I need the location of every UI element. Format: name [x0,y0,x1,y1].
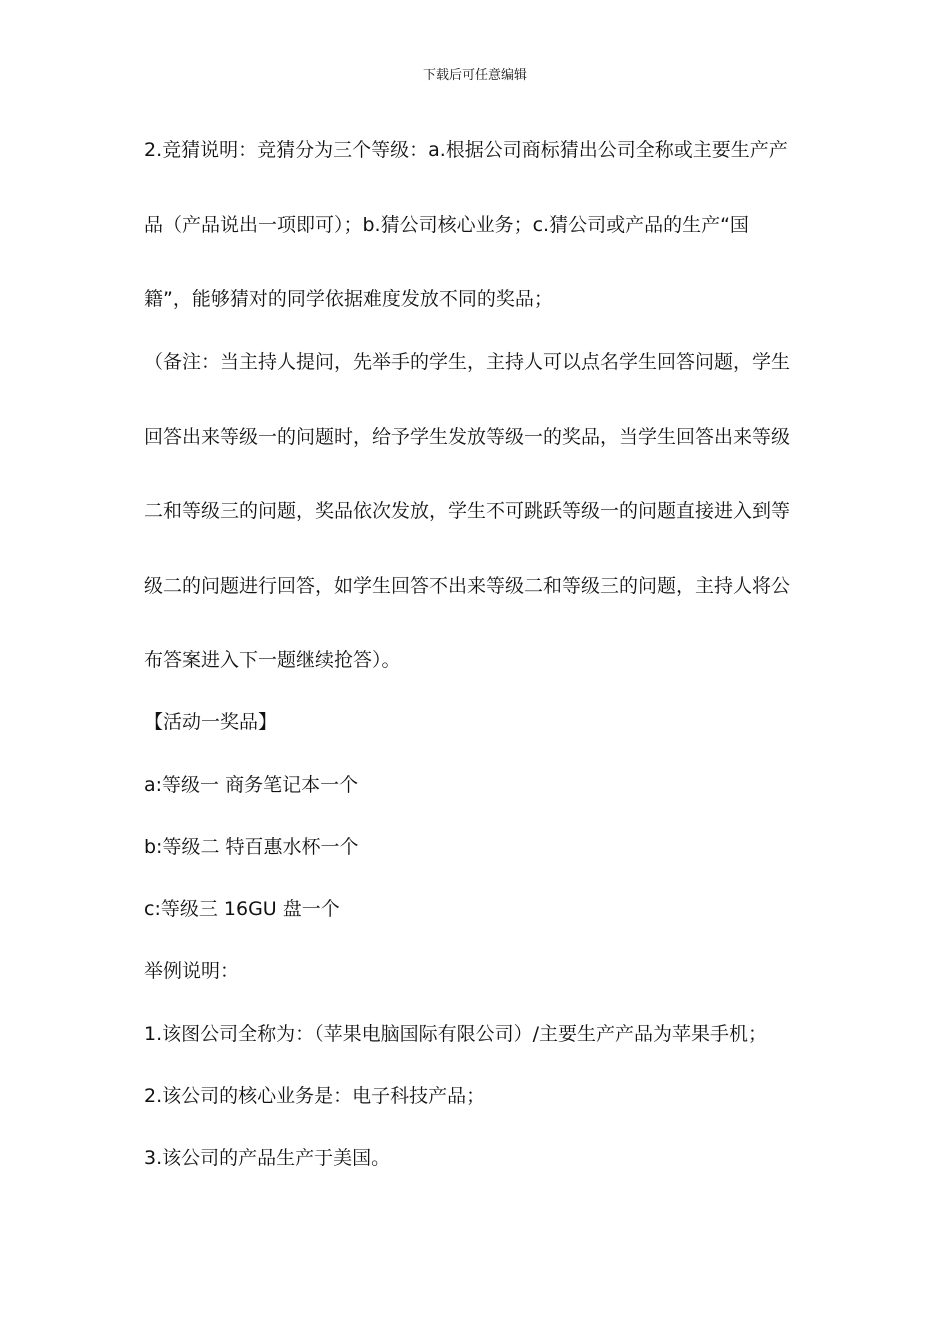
example-heading: 举例说明： [144,960,240,982]
paragraph-line: 品（产品说出一项即可）；b.猜公司核心业务；c.猜公司或产品的生产“国 [144,214,749,236]
example-item: 1.该图公司全称为：（苹果电脑国际有限公司）/主要生产产品为苹果手机； [144,1023,768,1045]
paragraph-line: 2.竞猜说明：竞猜分为三个等级：a.根据公司商标猜出公司全称或主要生产产 [144,139,788,161]
page-header: 下载后可任意编辑 [422,68,527,83]
paragraph-line: 级二的问题进行回答，如学生回答不出来等级二和等级三的问题，主持人将公 [144,575,791,597]
prize-item: c:等级三 16GU 盘一个 [144,898,340,920]
paragraph-line: 二和等级三的问题，奖品依次发放，学生不可跳跃等级一的问题直接进入到等 [144,500,791,522]
paragraph-line: 布答案进入下一题继续抢答）。 [144,649,401,671]
paragraph-line: 籍”，能够猜对的同学依据难度发放不同的奖品； [144,288,553,310]
prize-item: b:等级二 特百惠水杯一个 [144,836,359,858]
paragraph-line: （备注：当主持人提问，先举手的学生，主持人可以点名学生回答问题，学生 [144,351,791,373]
example-item: 2.该公司的核心业务是：电子科技产品； [144,1085,486,1107]
section-heading: 【活动一奖品】 [144,711,278,733]
example-item: 3.该公司的产品生产于美国。 [144,1147,391,1169]
paragraph-line: 回答出来等级一的问题时，给予学生发放等级一的奖品，当学生回答出来等级 [144,426,791,448]
prize-item: a:等级一 商务笔记本一个 [144,774,359,796]
